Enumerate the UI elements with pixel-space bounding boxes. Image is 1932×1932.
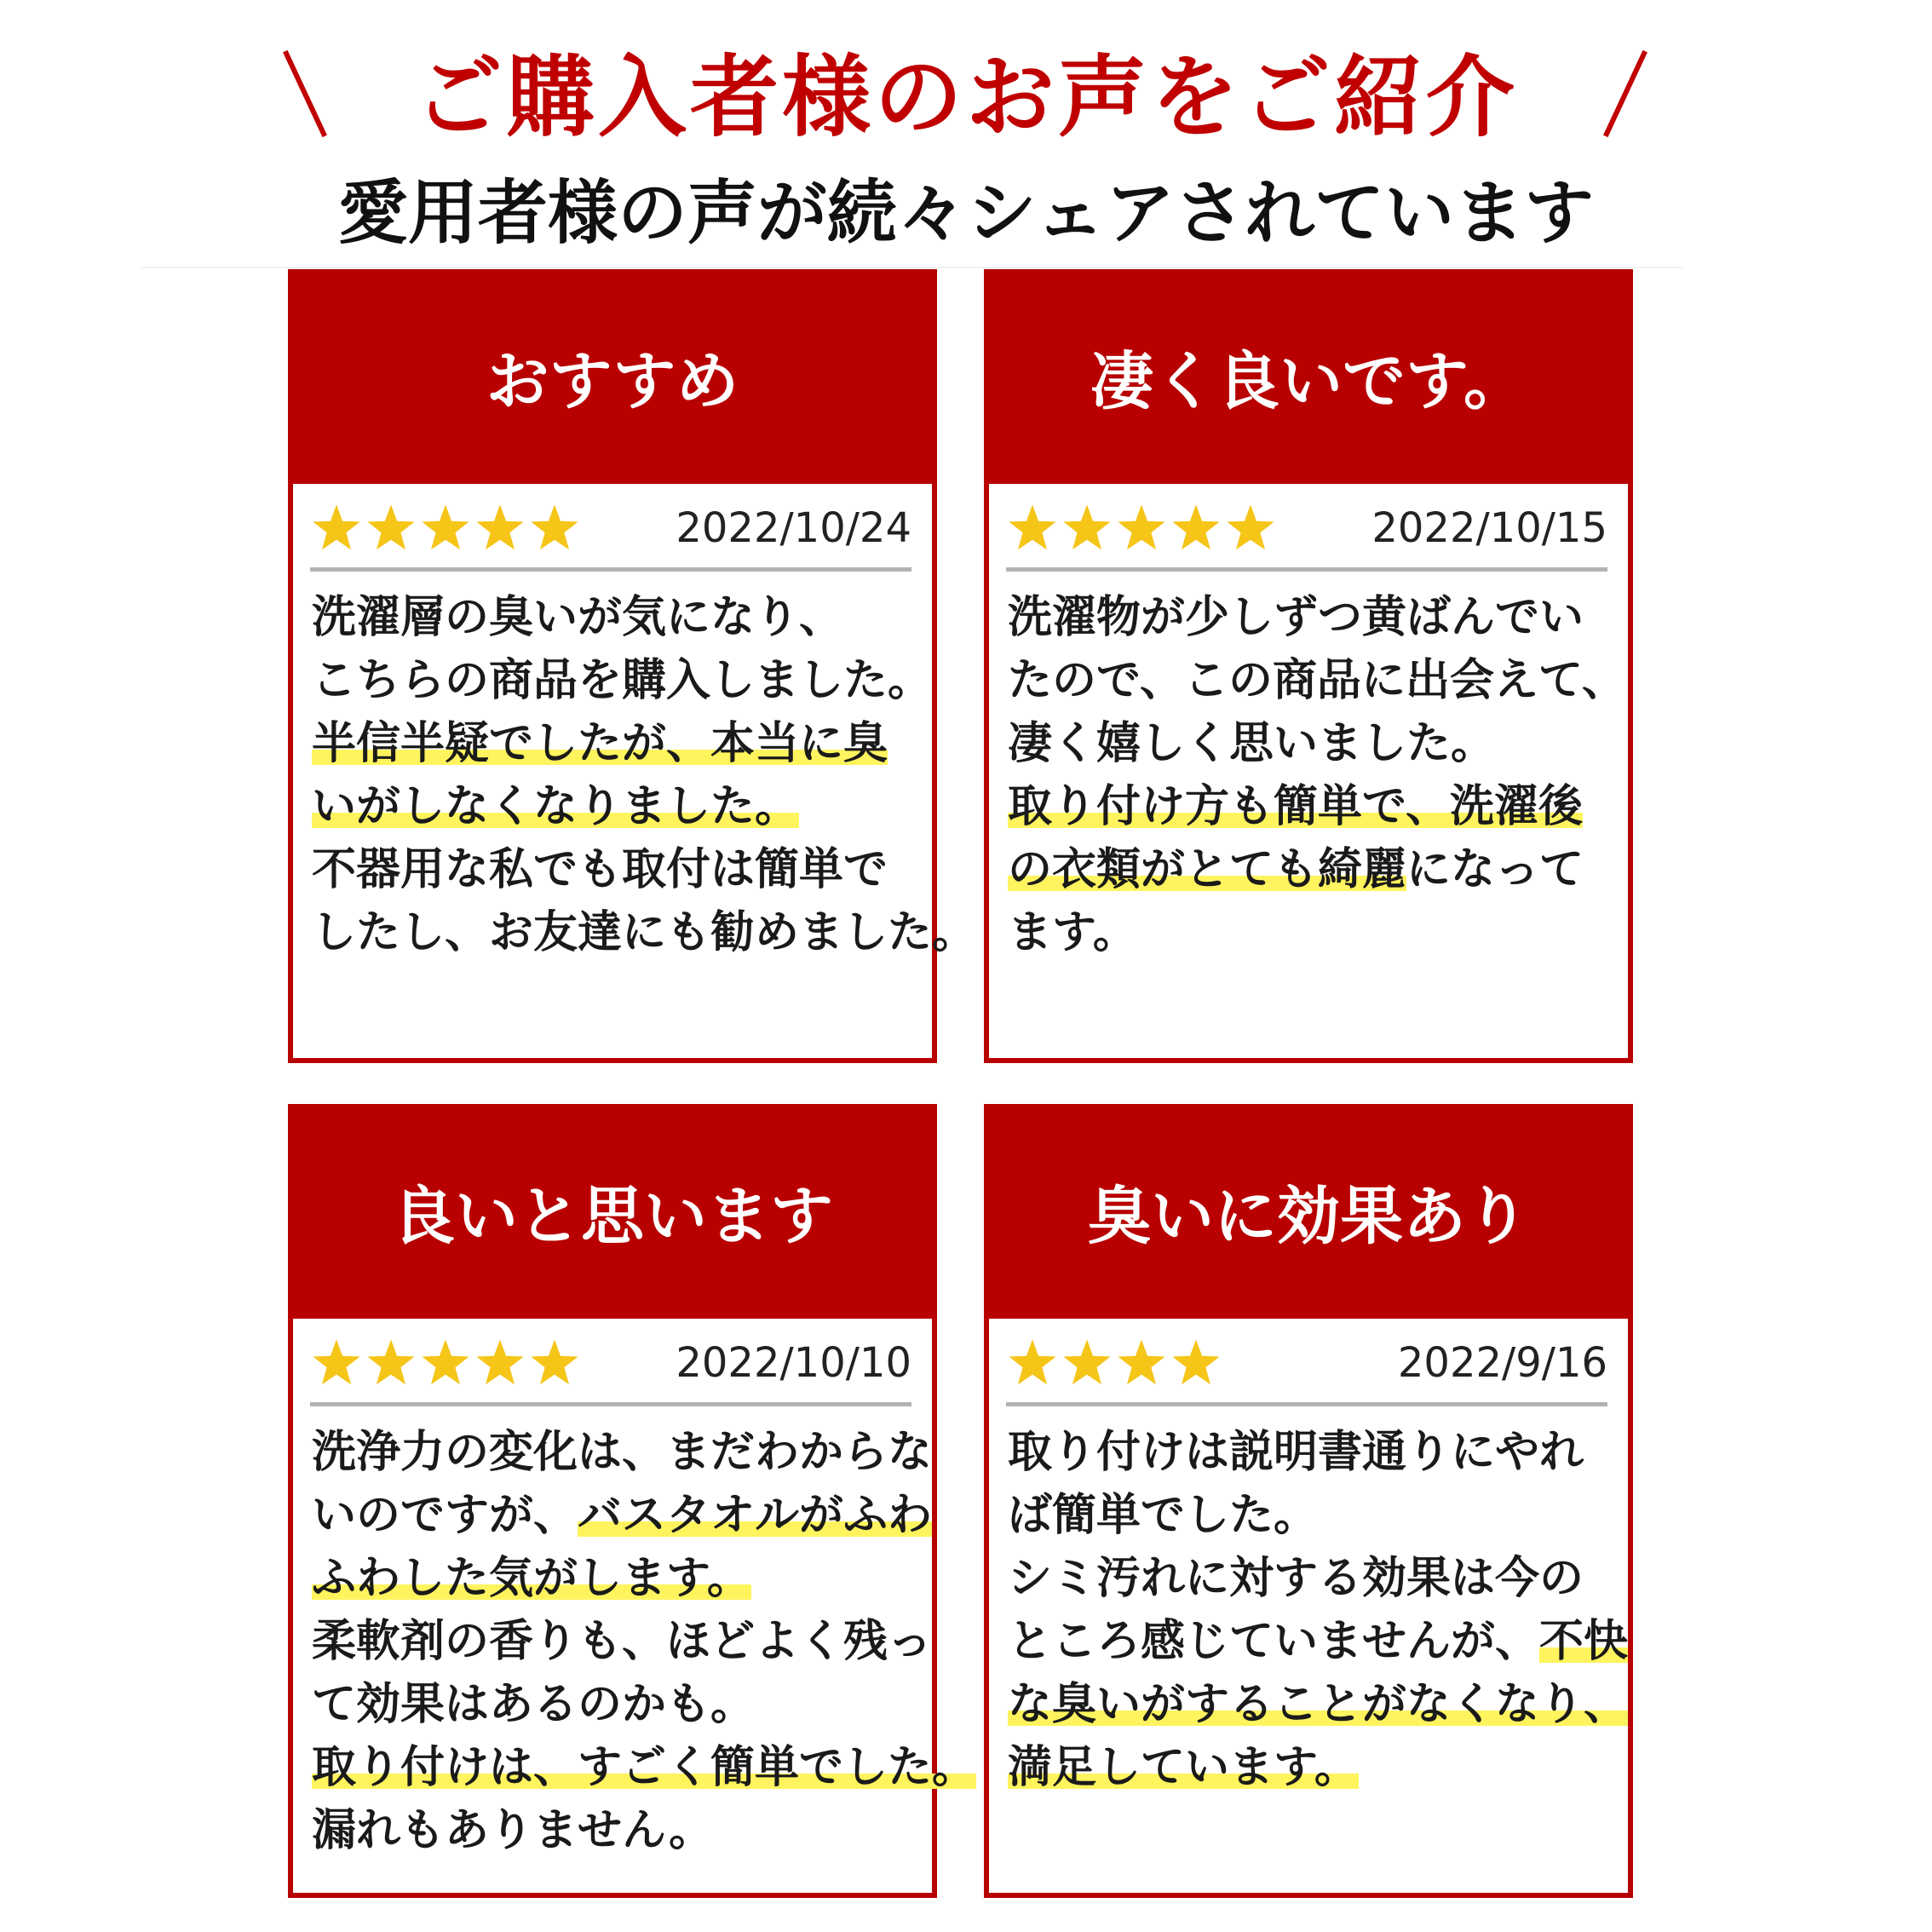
review-line	[312, 712, 923, 775]
review-line	[312, 901, 977, 964]
review-line	[1008, 1421, 1619, 1484]
header-divider	[141, 267, 1682, 268]
review-text-segment: 漏れもありません。	[312, 1805, 714, 1856]
star-icon	[1170, 503, 1222, 554]
review-text-segment: ところ感じていませんが、	[1008, 1616, 1540, 1667]
review-line	[1008, 775, 1619, 838]
star-icon	[1115, 503, 1168, 554]
review-text-segment: いのですが、	[312, 1490, 578, 1541]
review-line	[1008, 838, 1619, 901]
review-line	[312, 1673, 923, 1736]
review-date: 2022/10/10	[676, 1339, 911, 1387]
review-line	[1008, 1673, 1629, 1736]
review-date: 2022/10/15	[1371, 504, 1607, 552]
star-icon	[419, 1337, 472, 1389]
star-icon	[1006, 503, 1059, 554]
review-line	[312, 586, 923, 649]
review-line	[1008, 901, 1619, 964]
highlighted-text: バスタオルがふわ	[578, 1490, 933, 1541]
page-title: ご購入者様のお声をご紹介	[413, 44, 1518, 149]
review-divider	[1006, 1402, 1607, 1406]
review-text-segment: 洗濯物が少しずつ黄ばんでい	[1008, 592, 1584, 643]
highlighted-text: な臭いがすることがなくなり、	[1008, 1679, 1629, 1730]
highlighted-text: いがしなくなりました。	[312, 781, 800, 832]
review-line	[1008, 1736, 1619, 1799]
review-line	[312, 1484, 933, 1547]
review-date: 2022/10/24	[676, 504, 911, 552]
star-icon	[528, 503, 581, 554]
highlighted-text: 満足しています。	[1008, 1742, 1359, 1793]
page-header	[0, 0, 1932, 256]
review-line	[1008, 649, 1626, 712]
star-icon	[419, 503, 472, 554]
review-text-segment: 取り付けは説明書通りにやれ	[1008, 1427, 1584, 1478]
star-icon	[1224, 503, 1277, 554]
review-card-4	[984, 1104, 1633, 1898]
review-divider	[1006, 567, 1607, 572]
review-text-segment: たので、この商品に出会えて、	[1008, 655, 1626, 706]
review-line	[312, 1421, 933, 1484]
review-text-segment: 凄く嬉しく思いました。	[1008, 718, 1496, 769]
star-icon	[310, 503, 363, 554]
review-line	[1008, 1610, 1629, 1673]
review-line	[1008, 586, 1619, 649]
review-text	[1008, 1421, 1629, 1799]
star-rating	[310, 503, 583, 554]
star-icon	[474, 503, 526, 554]
highlighted-text: 取り付け方も簡単で、洗濯後	[1008, 781, 1583, 832]
highlighted-text: 不快	[1539, 1616, 1629, 1667]
star-icon	[310, 1337, 363, 1389]
star-icon	[1061, 503, 1113, 554]
review-text-segment: 柔軟剤の香りも、ほどよく残っ	[312, 1616, 933, 1667]
star-icon	[365, 503, 417, 554]
review-body	[989, 484, 1628, 1058]
review-body	[293, 484, 977, 1058]
review-text-segment: て効果はあるのかも。	[312, 1679, 756, 1730]
review-title: 凄く良いです。	[1090, 345, 1527, 418]
review-line	[312, 1610, 933, 1673]
star-icon	[365, 1337, 417, 1389]
star-icon	[1115, 1337, 1168, 1389]
review-text-segment: こちらの商品を購入しました。	[312, 655, 933, 706]
star-rating	[1006, 503, 1279, 554]
review-text-segment: したし、お友達にも勧めました。	[312, 907, 977, 958]
review-line	[312, 649, 933, 712]
review-text	[312, 1421, 977, 1862]
star-rating	[310, 1337, 583, 1389]
review-body	[293, 1319, 977, 1893]
star-icon	[1006, 1337, 1059, 1389]
review-text	[1008, 586, 1626, 964]
review-text-segment: になって	[1406, 844, 1584, 895]
review-text-segment: 不器用な私でも取付は簡単で	[312, 844, 888, 895]
review-text	[312, 586, 977, 964]
highlighted-text: 半信半疑でしたが、本当に臭	[312, 718, 888, 769]
review-line	[1008, 712, 1619, 775]
review-title: おすすめ	[486, 345, 739, 418]
highlighted-text: の衣類がとても綺麗	[1008, 844, 1407, 895]
review-body	[989, 1319, 1628, 1893]
review-line	[312, 1547, 923, 1610]
review-card-3	[288, 1104, 977, 1898]
highlighted-text: 取り付けは、すごく簡単でした。	[312, 1742, 977, 1793]
review-text-segment: シミ汚れに対する効果は今の	[1008, 1553, 1584, 1604]
review-text-segment: 洗濯層の臭いが気になり、	[312, 592, 844, 643]
review-card-1	[288, 269, 977, 1063]
star-icon	[1170, 1337, 1222, 1389]
review-line	[312, 1799, 923, 1862]
review-divider	[310, 567, 911, 572]
star-icon	[474, 1337, 526, 1389]
review-line	[312, 838, 923, 901]
star-icon	[528, 1337, 581, 1389]
review-line	[1008, 1547, 1619, 1610]
review-text-segment: ます。	[1008, 907, 1137, 958]
review-title: 良いと思います	[392, 1180, 833, 1253]
review-date: 2022/9/16	[1397, 1339, 1607, 1387]
review-text-segment: 洗浄力の変化は、まだわからな	[312, 1427, 933, 1478]
review-line	[312, 1736, 977, 1799]
star-rating	[1006, 1337, 1224, 1389]
page-subtitle: 愛用者様の声が続々シェアされています	[337, 173, 1595, 254]
review-line	[1008, 1484, 1619, 1547]
review-title: 臭いに効果あり	[1088, 1180, 1529, 1253]
review-divider	[310, 1402, 911, 1406]
review-text-segment: ば簡単でした。	[1008, 1490, 1319, 1541]
highlighted-text: ふわした気がします。	[312, 1553, 751, 1604]
star-icon	[1061, 1337, 1113, 1389]
review-card-2	[984, 269, 1633, 1063]
review-line	[312, 775, 923, 838]
